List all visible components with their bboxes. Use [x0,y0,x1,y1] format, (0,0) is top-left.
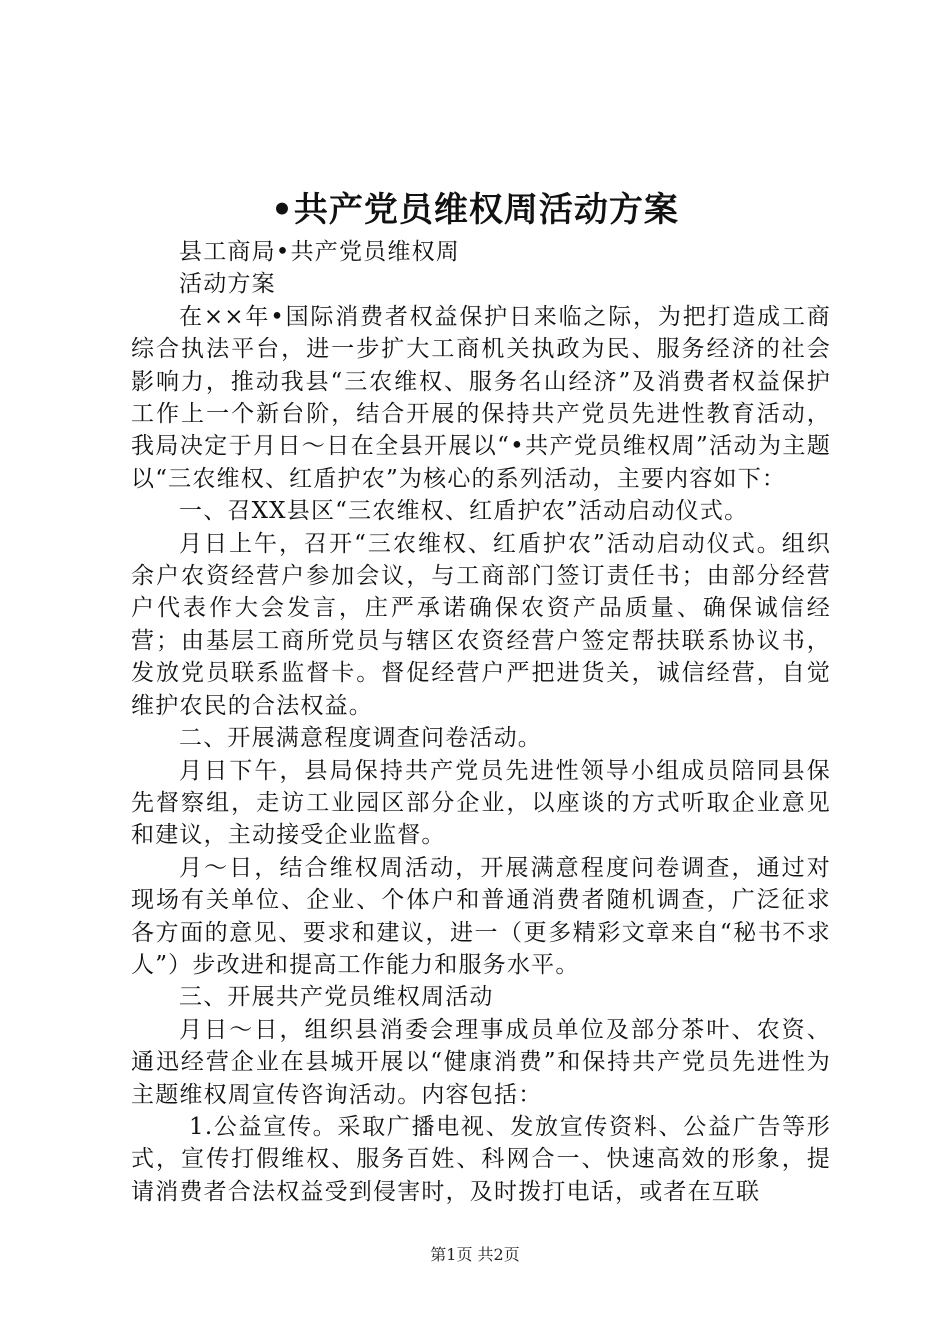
paragraph-section-1: 月日上午，召开“三农维权、红盾护农”活动启动仪式。组织余户农资经营户参加会议，与工商部门签订责任书；由部分经营户代表作大会发言，庄严承诺确保农资产品质量、确保诚信经营；由基层工商所党员与辖区农资经营户签定帮扶联系协议书，发放党员联系监督卡。督促经营户严把进货关，诚信经营，自觉维护农民的合法权益。 [131,530,831,719]
paragraph-section-2b: 月～日，结合维权周活动，开展满意程度问卷调查，通过对现场有关单位、企业、个体户和普通消费者随机调查，广泛征求各方面的意见、要求和建议，进一（更多精彩文章来自“秘书不求人”）步改进和提高工作能力和服务水平。 [131,854,831,978]
page-footer: 第1页 共2页 [430,1245,520,1264]
document-title: •共产党员维权周活动方案 [271,190,679,230]
paragraph-section-2a: 月日下午，县局保持共产党员先进性领导小组成员陪同县保先督察组，走访工业园区部分企业，以座谈的方式听取企业意见和建议，主动接受企业监督。 [131,757,831,849]
document-body [131,236,831,1208]
paragraph-section-3: 月日～日，组织县消委会理事成员单位及部分茶叶、农资、通迅经营企业在县城开展以“健康消费”和保持共产党员先进性为主题维权周宣传咨询活动。内容包括： [131,1016,831,1108]
paragraph-subtitle-line-1: 县工商局•共产党员维权周 [179,239,460,265]
section-heading-1: 一、召XX县区“三农维权、红盾护农”活动启动仪式。 [179,498,749,525]
section-heading-3: 三、开展共产党员维权周活动 [179,984,494,1011]
paragraph-subtitle-line-2: 活动方案 [179,271,276,298]
paragraph-intro: 在××年•国际消费者权益保护日来临之际，为把打造成工商综合执法平台，进一步扩大工商机关执政为民、服务经济的社会影响力，推动我县“三农维权、服务名山经济”及消费者权益保护工作上一个新台阶，结合开展的保持共产党员先进性教育活动，我局决定于月日～日在全县开展以“•共产党员维权周”活动为主题以“三农维权、红盾护农”为核心的系列活动，主要内容如下： [131,303,831,492]
section-heading-2: 二、开展满意程度调查问卷活动。 [179,725,542,752]
list-item-1: 1.公益宣传。采取广播电视、发放宣传资料、公益广告等形式，宣传打假维权、服务百姓、科网合一、快速高效的形象，提请消费者合法权益受到侵害时，及时拨打电话，或者在互联 [131,1113,831,1205]
